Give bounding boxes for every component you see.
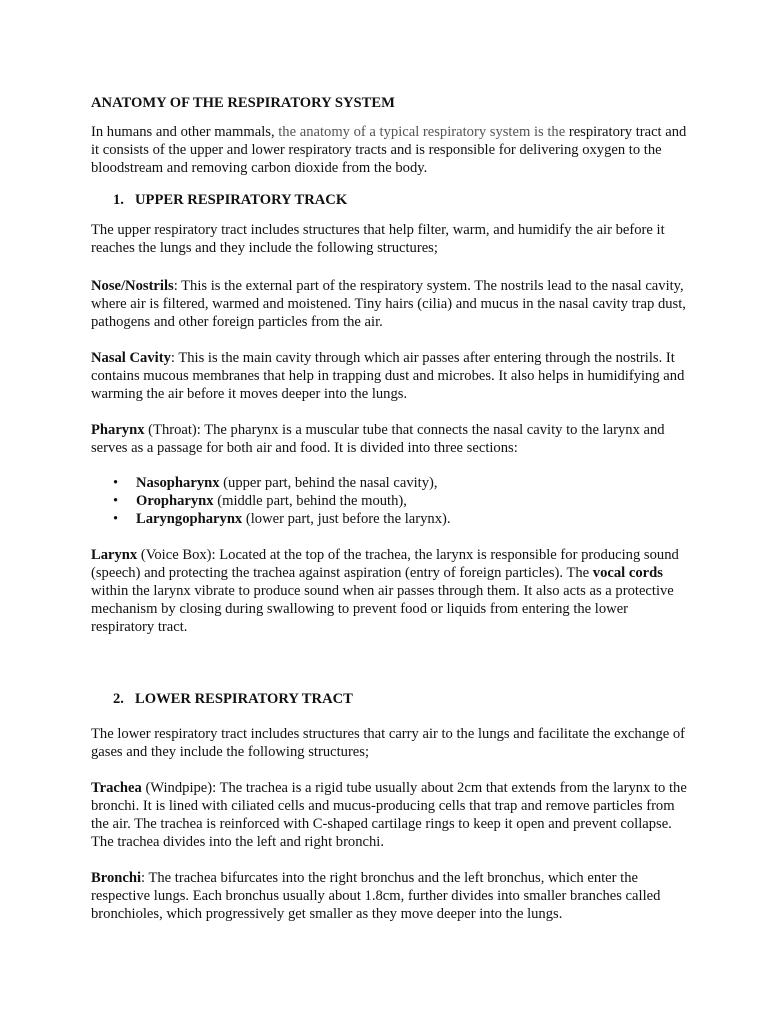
list-item-term: Oropharynx bbox=[136, 493, 214, 509]
section-title-lower: LOWER RESPIRATORY TRACT bbox=[135, 691, 353, 707]
nose-paragraph bbox=[91, 277, 691, 331]
trachea-paragraph bbox=[91, 779, 691, 851]
larynx-text-1: (Voice Box): Located at the top of the trachea, the larynx is responsible for producing sound (speech) and protecting the trachea against aspiration (entry of foreign particles). The bbox=[91, 547, 679, 581]
nasal-cavity-paragraph bbox=[91, 349, 691, 403]
larynx-paragraph bbox=[91, 546, 691, 636]
vocal-cords-term: vocal cords bbox=[592, 565, 663, 581]
bullet-icon: • bbox=[113, 493, 119, 509]
section-number-lower: 2. bbox=[113, 691, 124, 707]
list-item bbox=[113, 510, 673, 528]
section-title-upper: UPPER RESPIRATORY TRACK bbox=[135, 192, 348, 208]
pharynx-sections-list bbox=[113, 474, 673, 528]
intro-text-2: the anatomy of a typical respiratory system is the bbox=[278, 124, 569, 140]
list-item-text: (middle part, behind the mouth), bbox=[213, 493, 407, 509]
list-item-term: Laryngopharynx bbox=[136, 511, 243, 527]
larynx-text-2: within the larynx vibrate to produce sound when air passes through them. It also acts as a protective mechanism by closing during swallowing to prevent food or liquids from entering the lower respiratory tract. bbox=[91, 583, 674, 635]
list-item bbox=[113, 492, 673, 510]
trachea-term: Trachea bbox=[91, 780, 142, 796]
bronchi-text: : The trachea bifurcates into the right bronchus and the left bronchus, which enter the respective lungs. Each bronchus usually about 1.8cm, further divides into smaller branches called bronchioles, which progressively get smaller as they move deeper into the lungs. bbox=[91, 870, 661, 922]
intro-paragraph bbox=[91, 123, 691, 177]
bullet-icon: • bbox=[113, 511, 119, 527]
lower-intro-paragraph: The lower respiratory tract includes structures that carry air to the lungs and facilitate the exchange of gases and they include the following structures; bbox=[91, 726, 686, 760]
pharynx-text: (Throat): The pharynx is a muscular tube that connects the nasal cavity to the larynx and serves as a passage for both air and food. It is divided into three sections: bbox=[91, 422, 665, 456]
list-item-text: (lower part, just before the larynx). bbox=[242, 511, 451, 527]
trachea-text: (Windpipe): The trachea is a rigid tube usually about 2cm that extends from the larynx to the bronchi. It is lined with ciliated cells and mucus-producing cells that trap and remove particles from the air. The trachea is reinforced with C-shaped cartilage rings to keep it open and prevent collapse. The trachea divides into the left and right bronchi. bbox=[91, 780, 687, 850]
intro-text-3: respiratory tract and it consists of the upper and lower respiratory tracts and is responsible for delivering oxygen to the bloodstream and removing carbon dioxide from the body. bbox=[91, 124, 687, 176]
list-item bbox=[113, 474, 673, 492]
nose-term: Nose/Nostrils bbox=[91, 278, 174, 294]
intro-text-1: In humans and other mammals, bbox=[91, 124, 279, 140]
section-heading-lower bbox=[113, 690, 353, 708]
pharynx-term: Pharynx bbox=[91, 422, 145, 438]
list-item-term: Nasopharynx bbox=[136, 475, 220, 491]
nose-text: : This is the external part of the respiratory system. The nostrils lead to the nasal cavity, where air is filtered, warmed and moistened. Tiny hairs (cilia) and mucus in the nasal cavity trap dust, pathogens and other foreign particles from the air. bbox=[91, 278, 686, 330]
upper-intro-paragraph: The upper respiratory tract includes structures that help filter, warm, and humidify the air before it reaches the lungs and they include the following structures; bbox=[91, 222, 665, 256]
bronchi-paragraph bbox=[91, 869, 691, 923]
bullet-icon: • bbox=[113, 475, 119, 491]
nasal-cavity-term: Nasal Cavity bbox=[91, 350, 171, 366]
list-item-text: (upper part, behind the nasal cavity), bbox=[219, 475, 438, 491]
pharynx-paragraph bbox=[91, 421, 691, 457]
bronchi-term: Bronchi bbox=[91, 870, 142, 886]
larynx-term: Larynx bbox=[91, 547, 138, 563]
document-title: ANATOMY OF THE RESPIRATORY SYSTEM bbox=[91, 95, 395, 111]
section-heading-upper bbox=[113, 191, 347, 209]
section-number-upper: 1. bbox=[113, 192, 124, 208]
nasal-cavity-text: : This is the main cavity through which air passes after entering through the nostrils. It contains mucous membranes that help in trapping dust and microbes. It also helps in humidifying and warming the air before it moves deeper into the lungs. bbox=[91, 350, 685, 402]
